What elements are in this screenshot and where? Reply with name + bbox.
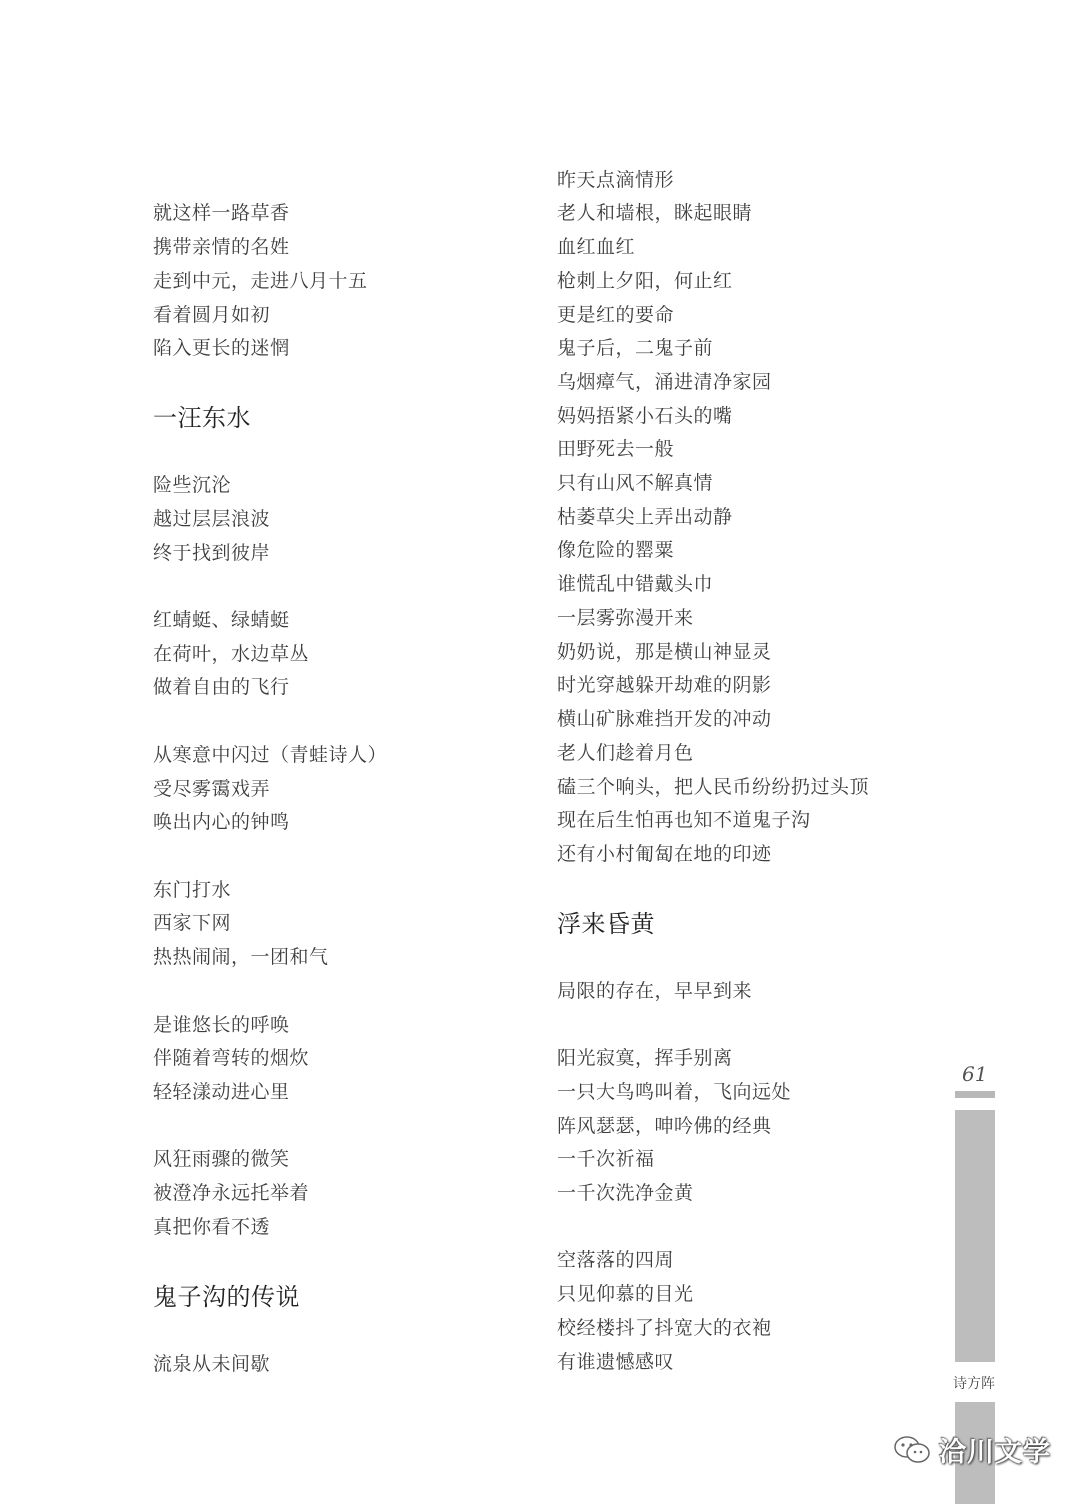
- poem-line: 真把你看不透: [153, 1216, 271, 1238]
- sidebar-bar-short: [955, 1091, 995, 1098]
- poem-line: 老人们趁着月色: [557, 742, 694, 764]
- poem-line: 局限的存在，早早到来: [557, 980, 753, 1002]
- poem-line: 西家下网: [153, 912, 232, 934]
- poem-line: 流泉从未间歇: [153, 1353, 271, 1375]
- poem-title: 浮来昏黄: [557, 910, 655, 938]
- poem-title: 鬼子沟的传说: [153, 1283, 300, 1311]
- poem-line: 红蜻蜓、绿蜻蜓: [153, 609, 290, 631]
- poem-line: 枯萎草尖上弄出动静: [557, 506, 733, 528]
- poem-line: 枪刺上夕阳，何止红: [557, 270, 733, 292]
- poem-line: 空落落的四周: [557, 1249, 675, 1271]
- poem-line: 走到中元，走进八月十五: [153, 270, 368, 292]
- poem-line: 更是红的要命: [557, 304, 675, 326]
- poem-line: 一只大鸟鸣叫着，飞向远处: [557, 1081, 792, 1103]
- watermark: [893, 1430, 1051, 1469]
- sidebar-bar: [955, 1110, 995, 1362]
- poem-line: 在荷叶，水边草丛: [153, 643, 310, 665]
- poem-line: 做着自由的飞行: [153, 676, 290, 698]
- poem-line: 越过层层浪波: [153, 508, 271, 530]
- poem-line: 时光穿越躲开劫难的阴影: [557, 674, 772, 696]
- poem-line: 奶奶说，那是横山神显灵: [557, 641, 772, 663]
- poem-line: 田野死去一般: [557, 438, 675, 460]
- poem-line: 血红血红: [557, 236, 636, 258]
- poem-line: 唤出内心的钟鸣: [153, 811, 290, 833]
- poem-line: 阳光寂寞，挥手别离: [557, 1047, 733, 1069]
- poem-line: 像危险的罂粟: [557, 539, 675, 561]
- poem-line: 一层雾弥漫开来: [557, 607, 694, 629]
- poem-line: 昨天点滴情形: [557, 169, 675, 191]
- poem-line: 东门打水: [153, 879, 232, 901]
- poem-line: 只有山风不解真情: [557, 472, 714, 494]
- poem-line: 谁慌乱中错戴头巾: [557, 573, 714, 595]
- poem-line: 陷入更长的迷惘: [153, 337, 290, 359]
- poem-line: 风狂雨骤的微笑: [153, 1148, 290, 1170]
- poem-line: 就这样一路草香: [153, 202, 290, 224]
- poem-line: 是谁悠长的呼唤: [153, 1014, 290, 1036]
- poem-line: 磕三个响头，把人民币纷纷扔过头顶: [557, 776, 870, 798]
- poem-line: 轻轻漾动进心里: [153, 1081, 290, 1103]
- poem-line: 校经楼抖了抖宽大的衣袍: [557, 1317, 772, 1339]
- page-number: 61: [962, 1062, 988, 1086]
- section-label: 诗方阵: [953, 1376, 995, 1392]
- poem-line: 乌烟瘴气，涌进清净家园: [557, 371, 772, 393]
- poem-line: 还有小村匍匐在地的印迹: [557, 843, 772, 865]
- poem-line: 携带亲情的名姓: [153, 236, 290, 258]
- poem-line: 妈妈捂紧小石头的嘴: [557, 405, 733, 427]
- poem-line: 现在后生怕再也知不道鬼子沟: [557, 809, 811, 831]
- poem-line: 有谁遗憾感叹: [557, 1351, 675, 1373]
- poem-line: 看着圆月如初: [153, 304, 271, 326]
- poem-line: 受尽雾霭戏弄: [153, 778, 271, 800]
- poem-line: 终于找到彼岸: [153, 542, 271, 564]
- poem-line: 被澄净永远托举着: [153, 1182, 310, 1204]
- poem-line: 横山矿脉难挡开发的冲动: [557, 708, 772, 730]
- poem-line: 鬼子后，二鬼子前: [557, 337, 714, 359]
- poem-line: 从寒意中闪过（青蛙诗人）: [153, 744, 388, 766]
- poem-line: 伴随着弯转的烟炊: [153, 1047, 310, 1069]
- poem-line: 险些沉沦: [153, 474, 232, 496]
- poem-title: 一汪东水: [153, 404, 251, 432]
- poem-line: 一千次洗净金黄: [557, 1182, 694, 1204]
- wechat-icon: [893, 1435, 931, 1465]
- poem-line: 只见仰慕的目光: [557, 1283, 694, 1305]
- poem-line: 热热闹闹，一团和气: [153, 946, 329, 968]
- poem-line: 老人和墙根，眯起眼睛: [557, 202, 753, 224]
- poem-line: 一千次祈福: [557, 1148, 655, 1170]
- watermark-text: 洽川文学: [939, 1437, 1051, 1468]
- poem-line: 阵风瑟瑟，呻吟佛的经典: [557, 1115, 772, 1137]
